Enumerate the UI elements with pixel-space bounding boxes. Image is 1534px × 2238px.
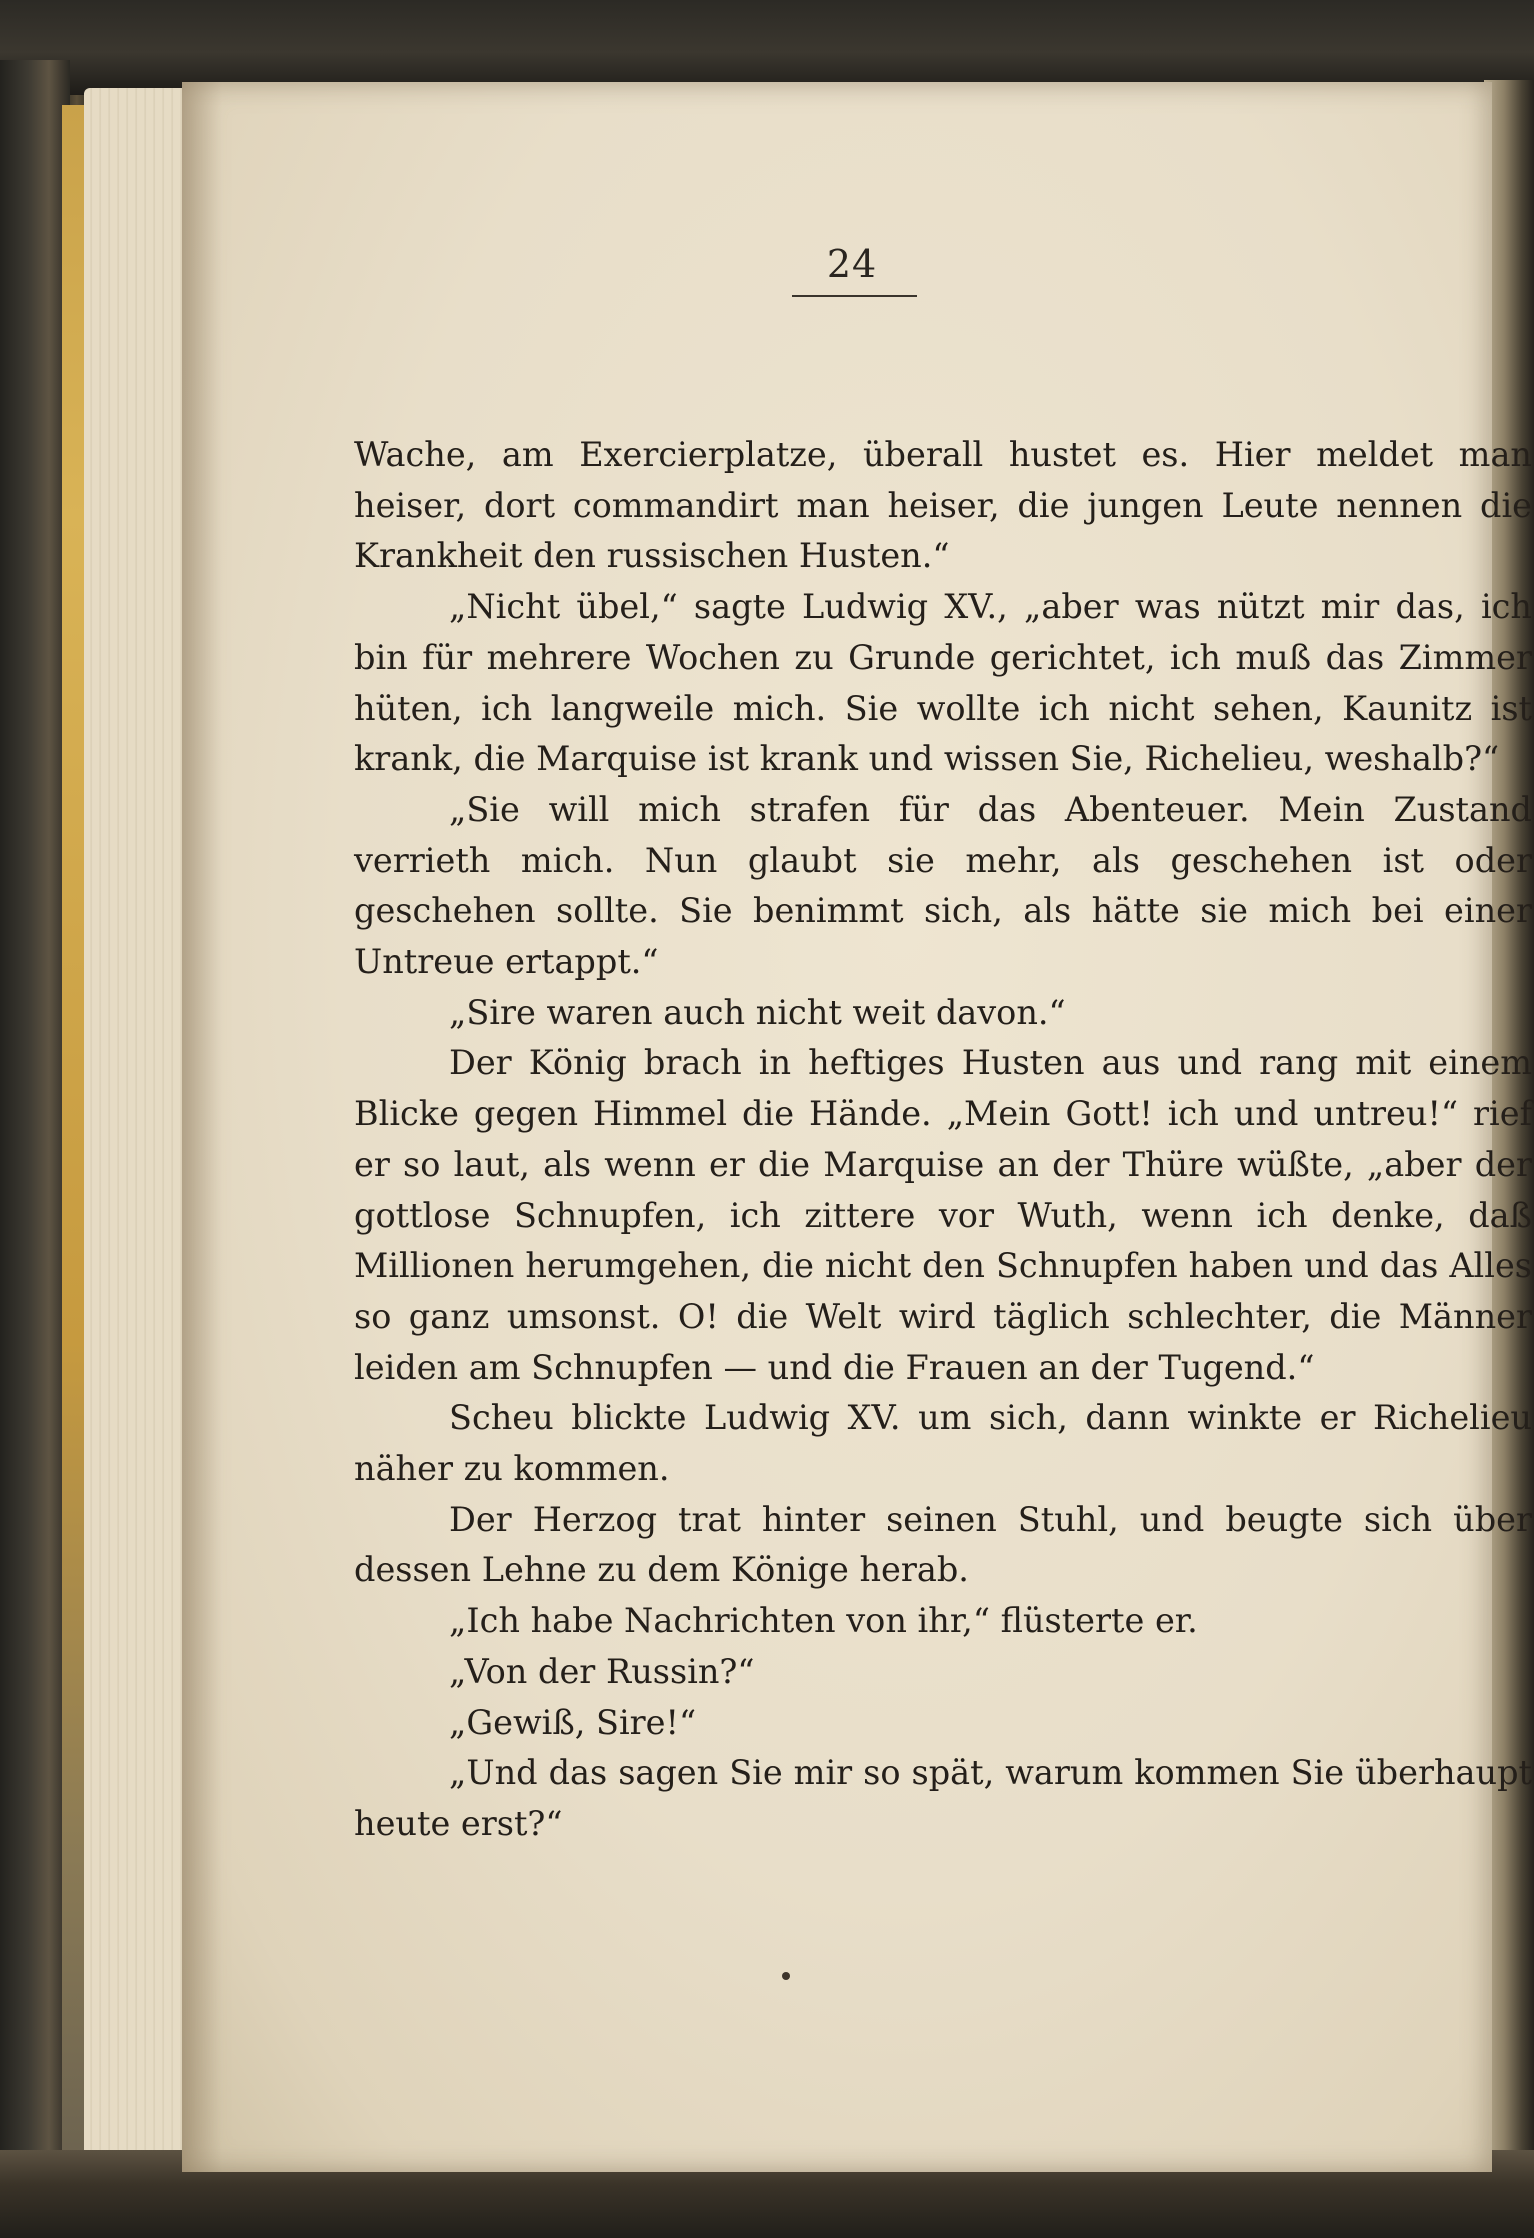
book-page xyxy=(182,82,1532,2172)
book-cover-top xyxy=(0,0,1534,95)
paragraph: Scheu blickte Ludwig XV. um sich, dann winkte er Richelieu näher zu kommen. xyxy=(354,1398,1532,1489)
paragraph: „Gewiß, Sire!“ xyxy=(449,1702,697,1742)
paragraph: „Und das sagen Sie mir so spät, warum kommen Sie überhaupt heute erst?“ xyxy=(354,1753,1532,1843)
page-stack xyxy=(84,88,194,2168)
paragraph: Wache, am Exercierplatze, überall hustet es. Hier meldet man heiser, dort commandirt man heiser, die jungen Leute nennen die Krankheit den russischen Husten.“ xyxy=(354,435,1532,576)
ink-spot xyxy=(782,1972,790,1980)
page-edge-gilding xyxy=(62,105,84,2165)
paragraph: „Von der Russin?“ xyxy=(449,1651,755,1691)
paragraph: „Nicht übel,“ sagte Ludwig XV., „aber was nützt mir das, ich bin für mehrere Wochen zu Grunde gerichtet, ich muß das Zimmer hüten, ich langweile mich. Sie wollte ich nicht sehen, Kaunitz ist krank, die Marquise ist krank und wissen Sie, Richelieu, weshalb?“ xyxy=(354,587,1532,779)
body-text xyxy=(354,430,1532,1850)
gutter-shadow xyxy=(182,82,222,2172)
header-rule xyxy=(792,295,917,297)
paragraph: „Ich habe Nachrichten von ihr,“ flüsterte er. xyxy=(449,1601,1198,1641)
paragraph: „Sire waren auch nicht weit davon.“ xyxy=(449,992,1066,1032)
book-binding xyxy=(0,60,70,2180)
paragraph: „Sie will mich strafen für das Abenteuer. Mein Zustand verrieth mich. Nun glaubt sie mehr, als geschehen ist oder geschehen sollte. Sie benimmt sich, als hätte sie mich bei einer Untreue ertappt.“ xyxy=(354,789,1532,982)
page-number: 24 xyxy=(826,242,878,286)
paragraph: Der Herzog trat hinter seinen Stuhl, und beugte sich über dessen Lehne zu dem Könige herab. xyxy=(354,1499,1532,1590)
paragraph: Der König brach in heftiges Husten aus und rang mit einem Blicke gegen Himmel die Hände. „Mein Gott! ich und untreu!“ rief er so laut, als wenn er die Marquise an der Thüre wüßte, „aber der gottlose Schnupfen, ich zittere vor Wuth, wenn ich denke, daß Millionen herumgehen, die nicht den Schnupfen haben und das Alles so ganz umsonst. O! die Welt wird täglich schlechter, die Männer leiden am Schnupfen — und die Frauen an der Tugend.“ xyxy=(354,1043,1532,1387)
